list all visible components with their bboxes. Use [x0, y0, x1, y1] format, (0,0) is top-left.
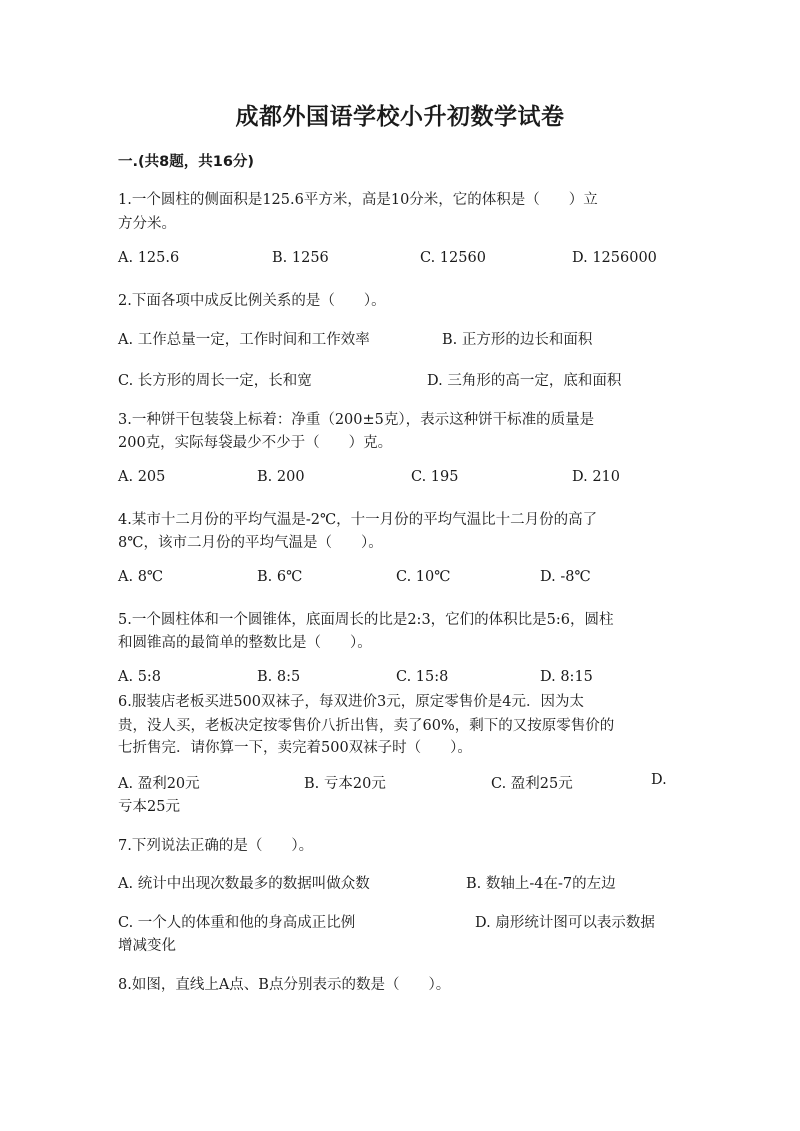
- question-4-option-a: A. 8℃: [118, 569, 164, 585]
- question-6-text-cont-2: 七折售完．请你算一下，卖完着500双袜子时（ ）。: [118, 740, 472, 756]
- question-2-option-b: B. 正方形的边长和面积: [442, 332, 593, 348]
- question-5-option-c: C. 15:8: [396, 669, 449, 685]
- question-6-option-d-cont: 亏本25元: [118, 799, 180, 815]
- question-6-text: 6.服装店老板买进500双袜子，每双进价3元，原定零售价是4元．因为太: [118, 694, 584, 710]
- question-6-option-d: D.: [651, 772, 667, 788]
- question-4-option-d: D. -8℃: [540, 569, 591, 585]
- question-1-option-b: B. 1256: [272, 250, 329, 266]
- question-4-option-c: C. 10℃: [396, 569, 451, 585]
- question-3-text: 3.一种饼干包装袋上标着：净重（200±5克），表示这种饼干标准的质量是: [118, 412, 595, 428]
- question-4-text-cont: 8℃，该市二月份的平均气温是（ ）。: [118, 535, 383, 551]
- question-2-text: 2.下面各项中成反比例关系的是（ ）。: [118, 293, 386, 309]
- question-7-text: 7.下列说法正确的是（ ）。: [118, 838, 314, 854]
- question-3-text-cont: 200克，实际每袋最少不少于（ ）克。: [118, 435, 393, 451]
- exam-title: 成都外国语学校小升初数学试卷: [235, 104, 565, 130]
- question-4-option-b: B. 6℃: [257, 569, 303, 585]
- question-3-option-b: B. 200: [257, 469, 305, 485]
- question-6-text-cont: 贵，没人买，老板决定按零售价八折出售，卖了60%，剩下的又按原零售价的: [118, 718, 615, 734]
- question-7-option-a: A. 统计中出现次数最多的数据叫做众数: [118, 876, 370, 892]
- question-3-option-c: C. 195: [411, 469, 459, 485]
- question-5-option-b: B. 8:5: [257, 669, 301, 685]
- question-2-option-a: A. 工作总量一定，工作时间和工作效率: [118, 332, 370, 348]
- question-7-option-d: D. 扇形统计图可以表示数据: [475, 915, 655, 931]
- question-2-option-c: C. 长方形的周长一定，长和宽: [118, 373, 312, 389]
- question-7-option-b: B. 数轴上-4在-7的左边: [466, 876, 616, 892]
- question-7-option-c: C. 一个人的体重和他的身高成正比例: [118, 915, 356, 931]
- question-4-text: 4.某市十二月份的平均气温是-2℃，十一月份的平均气温比十二月份的高了: [118, 512, 598, 528]
- question-5-option-a: A. 5:8: [118, 669, 162, 685]
- question-3-option-a: A. 205: [118, 469, 166, 485]
- question-6-option-b: B. 亏本20元: [304, 776, 386, 792]
- question-8-text: 8.如图，直线上A点、B点分别表示的数是（ ）。: [118, 977, 451, 993]
- question-1-text-cont: 方分米。: [118, 216, 176, 232]
- question-6-option-c: C. 盈利25元: [491, 776, 573, 792]
- question-1-text: 1.一个圆柱的侧面积是125.6平方米，高是10分米，它的体积是（ ）立: [118, 192, 598, 208]
- question-3-option-d: D. 210: [572, 469, 621, 485]
- question-1-option-d: D. 1256000: [572, 250, 657, 266]
- question-7-option-d-cont: 增减变化: [118, 938, 176, 954]
- question-5-text-cont: 和圆锥高的最简单的整数比是（ ）。: [118, 635, 372, 651]
- section-heading: 一.(共8题，共16分): [118, 154, 255, 170]
- question-1-option-c: C. 12560: [420, 250, 486, 266]
- question-5-option-d: D. 8:15: [540, 669, 593, 685]
- question-2-option-d: D. 三角形的高一定，底和面积: [427, 373, 622, 389]
- question-5-text: 5.一个圆柱体和一个圆锥体，底面周长的比是2:3，它们的体积比是5:6，圆柱: [118, 612, 614, 628]
- question-1-option-a: A. 125.6: [118, 250, 180, 266]
- question-6-option-a: A. 盈利20元: [118, 776, 200, 792]
